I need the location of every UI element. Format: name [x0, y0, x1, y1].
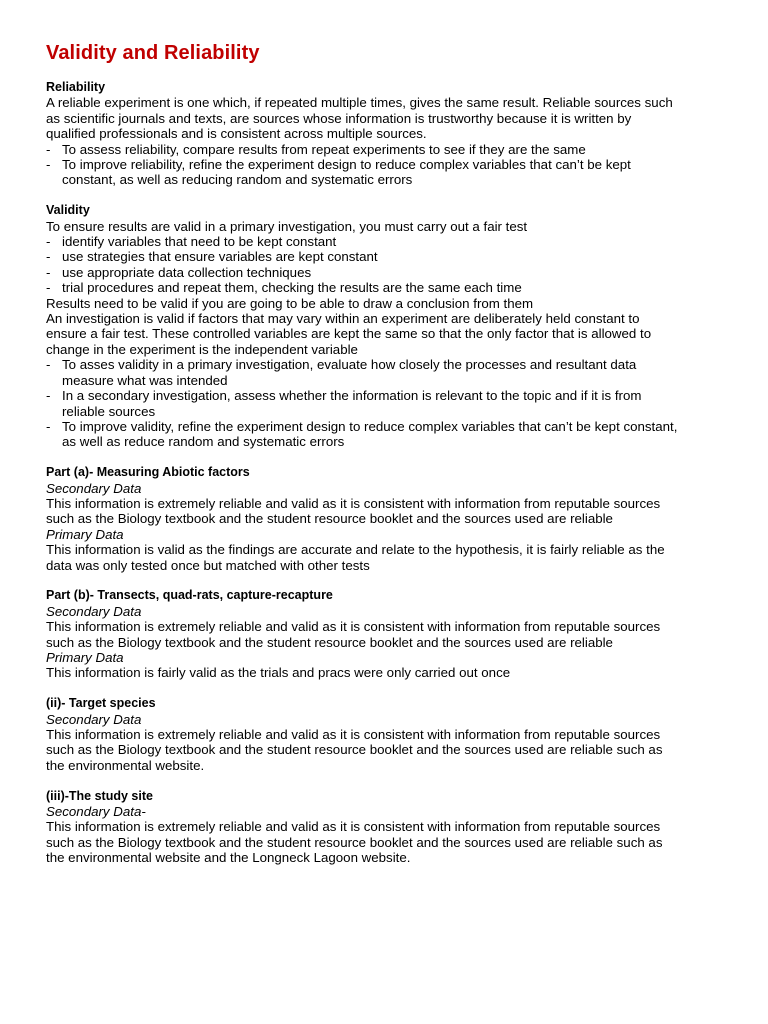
bullet-line: To improve reliability, refine the experiment design to reduce complex variables that can’t be kept: [62, 157, 631, 173]
validity-heading: Validity: [46, 203, 90, 218]
bullet-line: use appropriate data collection techniques: [62, 264, 312, 280]
validity-bullet-list-2: [46, 357, 728, 449]
paragraph-line: change in the experiment is the independent variable: [46, 341, 358, 357]
bullet-line: reliable sources: [62, 403, 156, 419]
paragraph-line: data was only tested once but matched with other tests: [46, 557, 370, 573]
paragraph-line: This information is extremely reliable and valid as it is consistent with information from reputable sources: [46, 819, 661, 835]
validity-paragraph: [46, 296, 728, 358]
paragraph-line: An investigation is valid if factors that may vary within an experiment are deliberately held constant to: [46, 311, 640, 327]
paragraph-line: This information is valid as the findings are accurate and relate to the hypothesis, it is fairly reliable as the: [46, 542, 665, 558]
bullet-item: [46, 280, 728, 295]
bullet-item: [46, 142, 728, 157]
dash-marker: -: [46, 141, 51, 157]
bullet-line: measure what was intended: [62, 372, 228, 388]
bullet-item: [46, 249, 728, 264]
bullet-line: trial procedures and repeat them, checking the results are the same each time: [62, 280, 522, 296]
paragraph-line: This information is extremely reliable and valid as it is consistent with information from reputable sources: [46, 727, 661, 742]
paragraph-line: such as the Biology textbook and the student resource booklet and the sources used are reliable such as: [46, 834, 663, 850]
validity-intro: To ensure results are valid in a primary investigation, you must carry out a fair test: [46, 218, 528, 234]
paragraph-line: such as the Biology textbook and the student resource booklet and the sources used are reliable: [46, 511, 613, 527]
bullet-line: use strategies that ensure variables are kept constant: [62, 249, 378, 265]
validity-section: [46, 203, 728, 450]
bullet-item: [46, 357, 728, 388]
primary-data-label: Primary Data: [46, 649, 124, 665]
target-species-section: [46, 696, 728, 773]
paragraph-line: such as the Biology textbook and the student resource booklet and the sources used are reliable: [46, 634, 613, 650]
bullet-line: To asses validity in a primary investigation, evaluate how closely the processes and resultant data: [62, 357, 637, 373]
paragraph-line: the environmental website.: [46, 757, 205, 773]
paragraph-line: A reliable experiment is one which, if repeated multiple times, gives the same result. Reliable sources such: [46, 95, 673, 111]
secondary-data-label: Secondary Data: [46, 603, 142, 619]
paragraph-line: such as the Biology textbook and the student resource booklet and the sources used are reliable such as: [46, 742, 663, 758]
part-heading: Part (b)- Transects, quad-rats, capture-recapture: [46, 588, 333, 603]
bullet-line: In a secondary investigation, assess whether the information is relevant to the topic and if it is from: [62, 388, 642, 404]
spacer: [46, 573, 728, 588]
document-title: Validity and Reliability: [46, 42, 260, 64]
bullet-line: To assess reliability, compare results from repeat experiments to see if they are the same: [62, 141, 586, 157]
part-heading: (iii)-The study site: [46, 788, 153, 803]
part-b-section: [46, 588, 728, 680]
reliability-bullet-list: [46, 142, 728, 188]
dash-marker: -: [46, 357, 51, 373]
primary-data-label: Primary Data: [46, 526, 124, 542]
dash-marker: -: [46, 157, 51, 173]
dash-marker: -: [46, 280, 51, 296]
bullet-line: To improve validity, refine the experiment design to reduce complex variables that can’t be kept constant,: [62, 418, 678, 434]
dash-marker: -: [46, 234, 51, 250]
dash-marker: -: [46, 264, 51, 280]
paragraph-line: Results need to be valid if you are going to be able to draw a conclusion from them: [46, 295, 534, 311]
reliability-section: [46, 80, 728, 188]
study-site-section: [46, 789, 728, 866]
part-heading: Part (a)- Measuring Abiotic factors: [46, 465, 250, 480]
part-heading: (ii)- Target species: [46, 696, 156, 711]
bullet-line: constant, as well as reducing random and systematic errors: [62, 172, 413, 188]
dash-marker: -: [46, 388, 51, 404]
paragraph-line: qualified professionals and is consistent across multiple sources.: [46, 126, 427, 142]
paragraph-line: This information is extremely reliable and valid as it is consistent with information from reputable sources: [46, 619, 661, 635]
part-a-section: [46, 465, 728, 573]
spacer: [46, 188, 728, 203]
spacer: [46, 773, 728, 788]
bullet-item: [46, 388, 728, 419]
dash-marker: -: [46, 418, 51, 434]
bullet-line: as well as reduce random and systematic errors: [62, 434, 345, 450]
paragraph-line: This information is fairly valid as the trials and pracs were only carried out once: [46, 665, 511, 681]
secondary-data-label: Secondary Data: [46, 480, 142, 496]
bullet-item: [46, 157, 728, 188]
dash-marker: -: [46, 249, 51, 265]
bullet-line: identify variables that need to be kept constant: [62, 234, 337, 250]
paragraph-line: This information is extremely reliable and valid as it is consistent with information from reputable sources: [46, 495, 661, 511]
paragraph-line: as scientific journals and texts, are sources whose information is trustworthy because it is written by: [46, 110, 632, 126]
spacer: [46, 450, 728, 465]
bullet-item: [46, 234, 728, 249]
validity-bullet-list-1: [46, 234, 728, 296]
spacer: [46, 681, 728, 696]
reliability-paragraph: [46, 95, 728, 141]
bullet-item: [46, 419, 728, 450]
paragraph-line: the environmental website and the Longneck Lagoon website.: [46, 850, 411, 866]
reliability-heading: Reliability: [46, 80, 106, 94]
secondary-data-label: Secondary Data-: [46, 804, 146, 820]
secondary-data-label: Secondary Data: [46, 711, 142, 727]
bullet-item: [46, 265, 728, 280]
paragraph-line: ensure a fair test. These controlled variables are kept the same so that the only factor that is allowed to: [46, 326, 652, 342]
